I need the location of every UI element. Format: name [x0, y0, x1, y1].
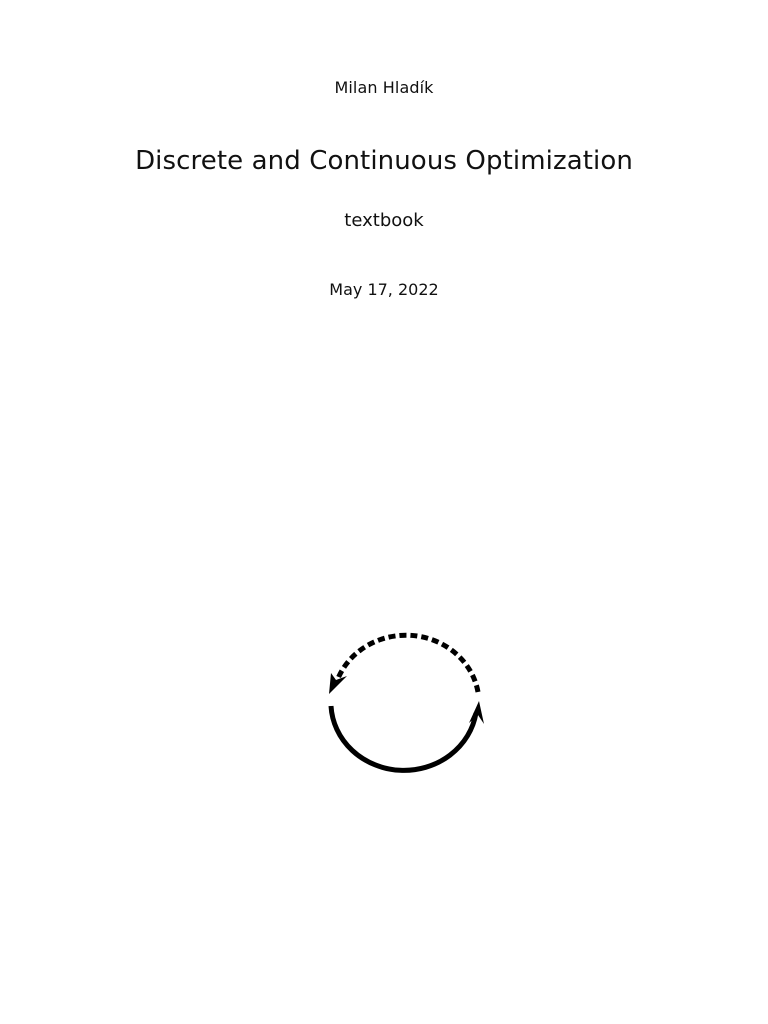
publication-date: May 17, 2022	[329, 280, 439, 299]
solid-arc-icon	[331, 706, 476, 770]
cycle-arrows-figure	[314, 616, 494, 786]
author-name: Milan Hladík	[334, 78, 434, 97]
book-subtitle: textbook	[344, 210, 424, 231]
book-title: Discrete and Continuous Optimization	[135, 146, 633, 176]
dashed-arc-icon	[337, 635, 478, 692]
